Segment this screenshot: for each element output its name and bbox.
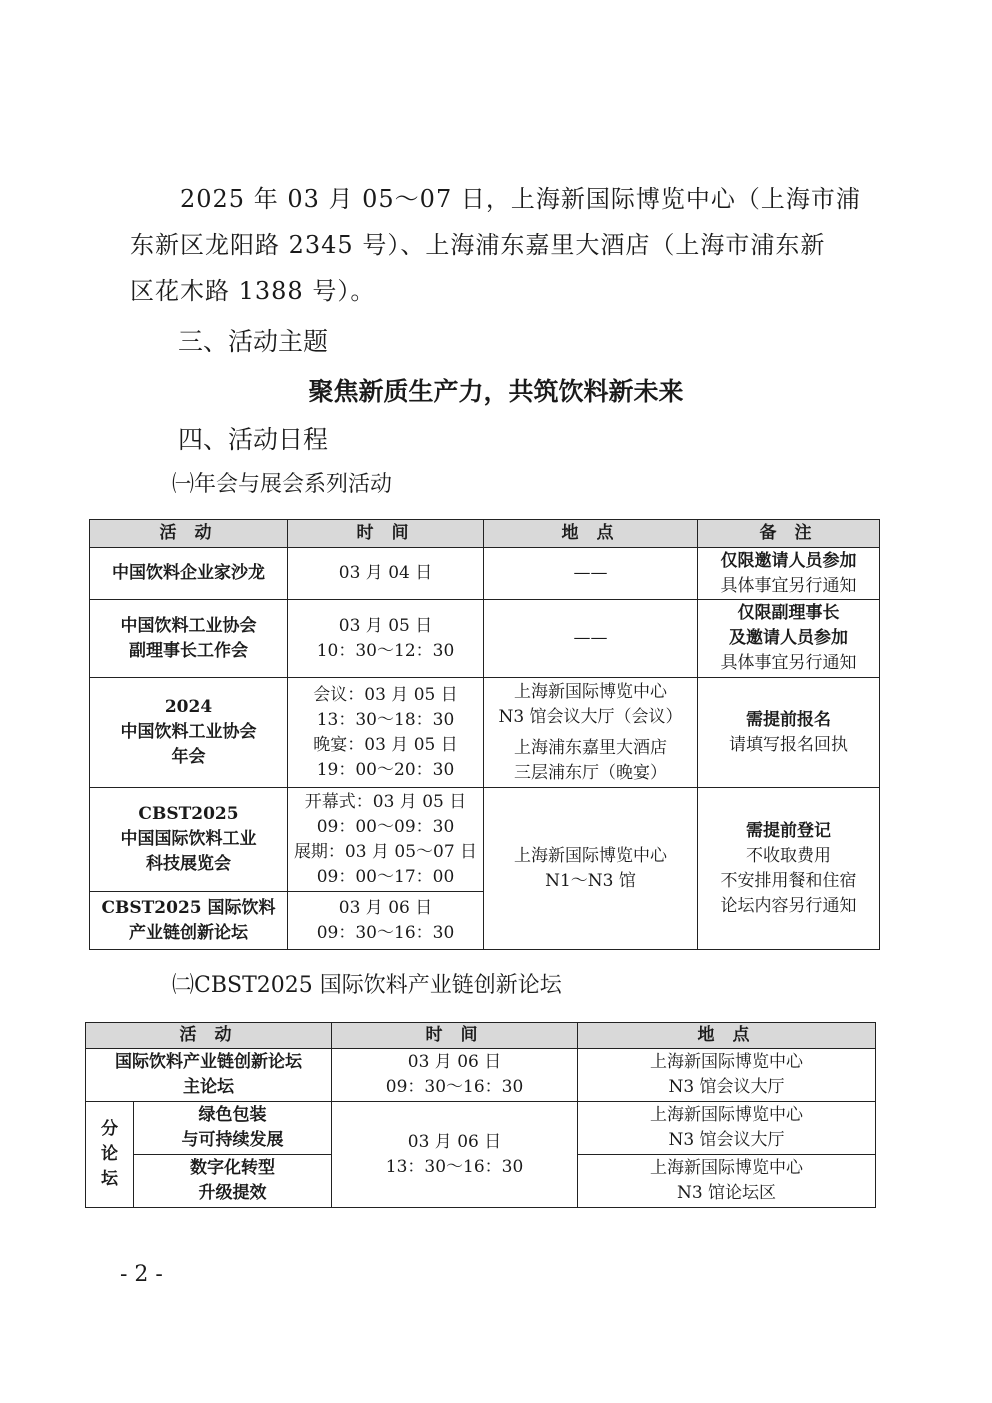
sub-forum-cell: 数字化转型 升级提效	[134, 1155, 332, 1208]
sub-forum-cell: 绿色包装 与可持续发展	[134, 1102, 332, 1155]
time-cell: 开幕式：03 月 05 日 09：00～09：30 展期：03 月 05～07 日 09：00～17：00	[288, 788, 484, 892]
table-1-caption: ㈠年会与展会系列活动	[172, 472, 393, 497]
activity-theme: 聚焦新质生产力，共筑饮料新未来	[308, 377, 684, 406]
table-row	[86, 1049, 876, 1102]
section-3-heading: 三、活动主题	[178, 327, 329, 356]
place-cell: 上海新国际博览中心 N3 馆会议大厅	[578, 1102, 876, 1155]
header-activity: 活 动	[86, 1023, 332, 1049]
table-row	[86, 1102, 876, 1155]
header-time: 时 间	[332, 1023, 578, 1049]
place-cell: ——	[484, 548, 698, 600]
time-cell: 会议：03 月 05 日 13：30～18：30 晚宴：03 月 05 日 19：00～20：30	[288, 678, 484, 788]
place-cell: 上海新国际博览中心 N3 馆论坛区	[578, 1155, 876, 1208]
note-cell: 仅限副理事长 及邀请人员参加 具体事宜另行通知	[698, 600, 880, 678]
header-time: 时 间	[288, 520, 484, 548]
time-cell: 03 月 05 日 10：30～12：30	[288, 600, 484, 678]
activity-cell: 中国饮料企业家沙龙	[90, 548, 288, 600]
intro-line-2: 东新区龙阳路 2345 号）、上海浦东嘉里大酒店（上海市浦东新	[130, 231, 826, 259]
sub-forum-label: 分 论 坛	[86, 1102, 134, 1208]
merged-note-cell: 需提前登记 不收取费用 不安排用餐和住宿 论坛内容另行通知	[698, 788, 880, 950]
time-cell: 03 月 06 日 09：30～16：30	[288, 892, 484, 950]
time-cell: 03 月 04 日	[288, 548, 484, 600]
header-activity: 活 动	[90, 520, 288, 548]
activity-cell: 2024 中国饮料工业协会 年会	[90, 678, 288, 788]
header-place: 地 点	[484, 520, 698, 548]
time-cell: 03 月 06 日 09：30～16：30	[332, 1049, 578, 1102]
forum-table	[85, 1022, 876, 1208]
page-number: - 2 -	[120, 1262, 163, 1287]
table-row	[90, 600, 880, 678]
header-note: 备 注	[698, 520, 880, 548]
table-2-caption: ㈡CBST2025 国际饮料产业链创新论坛	[172, 973, 562, 998]
activity-cell: CBST2025 国际饮料 产业链创新论坛	[90, 892, 288, 950]
intro-line-3: 区花木路 1388 号）。	[130, 277, 376, 305]
table-header-row	[86, 1023, 876, 1049]
sub-forum-time-cell: 03 月 06 日 13：30～16：30	[332, 1102, 578, 1208]
table-row	[90, 678, 880, 788]
section-4-heading: 四、活动日程	[178, 425, 329, 454]
activity-cell: CBST2025 中国国际饮料工业 科技展览会	[90, 788, 288, 892]
place-cell: 上海新国际博览中心 N3 馆会议大厅	[578, 1049, 876, 1102]
table-header-row	[90, 520, 880, 548]
activity-cell: 中国饮料工业协会 副理事长工作会	[90, 600, 288, 678]
place-cell: ——	[484, 600, 698, 678]
note-cell: 需提前报名 请填写报名回执	[698, 678, 880, 788]
intro-line-1: 2025 年 03 月 05～07 日，上海新国际博览中心（上海市浦	[180, 185, 861, 213]
main-forum-cell: 国际饮料产业链创新论坛 主论坛	[86, 1049, 332, 1102]
table-row	[90, 548, 880, 600]
schedule-table	[89, 519, 880, 950]
table-row	[90, 788, 880, 892]
merged-place-cell: 上海新国际博览中心 N1～N3 馆	[484, 788, 698, 950]
note-cell: 仅限邀请人员参加 具体事宜另行通知	[698, 548, 880, 600]
header-place: 地 点	[578, 1023, 876, 1049]
place-cell: 上海新国际博览中心 N3 馆会议大厅（会议） 上海浦东嘉里大酒店 三层浦东厅（晚宴）	[484, 678, 698, 788]
